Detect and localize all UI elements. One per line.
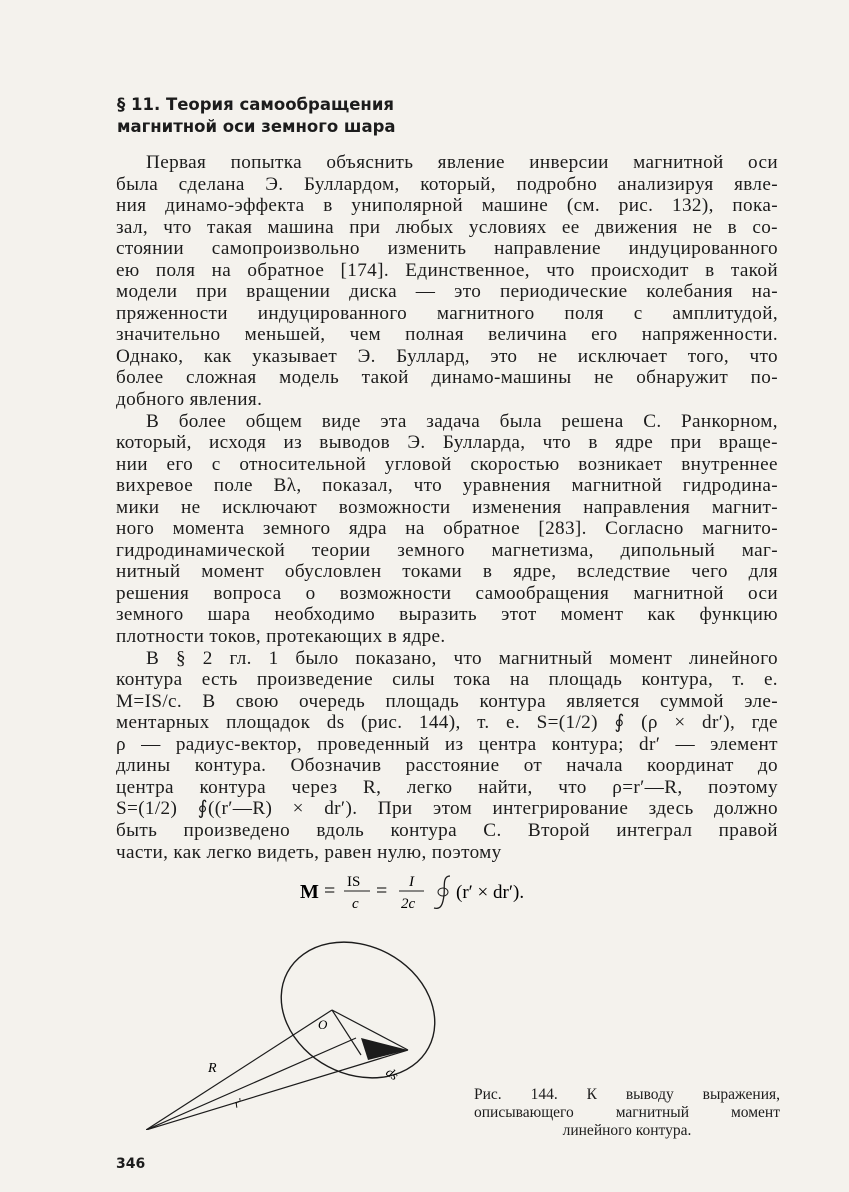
text-line: стоянии самопроизвольно изменить направление индуцированного — [116, 238, 778, 260]
caption-line-2: описывающего магнитный момент — [474, 1104, 780, 1121]
text-line: нии его с относительной угловой скоростью возникает внутреннее — [116, 453, 778, 475]
text-line: ного момента земного ядра на обратное [283]. Согласно магнито- — [116, 518, 778, 540]
formula-integrand: (r′ × dr′). — [456, 882, 525, 903]
text-line: В § 2 гл. 1 было показано, что магнитный момент линейного — [146, 647, 778, 669]
text-line: добного явления. — [116, 389, 263, 411]
text-line: Однако, как указывает Э. Буллард, это не исключает того, что — [116, 345, 778, 367]
vector-r-prime-1 — [146, 1038, 356, 1130]
formula-fraction-2-denominator: 2c — [401, 896, 416, 912]
text-line: пряженности индуцированного магнитного поля с амплитудой, — [116, 302, 778, 324]
text-line: S=(1/2) ∮((r′—R) × dr′). При этом интегрирование здесь должно — [116, 798, 778, 820]
label-R: R — [208, 1061, 217, 1076]
text-line: плотности токов, протекающих в ядре. — [116, 626, 446, 648]
formula-fraction-1-denominator: c — [352, 896, 359, 912]
rho-vector-2 — [332, 1010, 361, 1055]
text-line: который, исходя из выводов Э. Булларда, что в ядре при враще- — [116, 432, 778, 454]
page-number: 346 — [116, 1156, 146, 1172]
text-line: была сделана Э. Буллардом, который, подробно анализируя явле- — [116, 173, 778, 195]
body-text — [116, 152, 778, 863]
text-line: земного шара необходимо выразить этот момент как функцию — [116, 604, 778, 626]
text-line: части, как легко видеть, равен нулю, поэтому — [116, 841, 502, 863]
text-line: решения вопроса о возможности самообращения магнитной оси — [116, 582, 778, 604]
text-line: ния динамо-эффекта в униполярной машине (см. рис. 132), пока- — [116, 195, 778, 217]
text-line: зал, что такая машина при любых условиях ее движения не в со- — [116, 216, 778, 238]
text-line: модели при вращении диска — это периодические колебания на- — [116, 281, 778, 303]
contour-diagram — [146, 930, 446, 1130]
formula-equals-2: = — [376, 880, 388, 902]
formula-equals-1: = — [324, 880, 336, 902]
text-line: M=IS/c. В свою очередь площадь контура является суммой эле- — [116, 690, 778, 712]
text-line: гидродинамической теории земного магнетизма, дипольный маг- — [116, 539, 778, 561]
text-line: В более общем виде эта задача была решена С. Ранкорном, — [146, 410, 778, 432]
formula-fraction-1-numerator: IS — [347, 874, 361, 890]
text-line: мики не исключают возможности изменения направления магнит- — [116, 496, 778, 518]
label-origin-O: O — [318, 1017, 328, 1032]
formula-lhs: M — [300, 881, 319, 903]
text-line: ею поля на обратное [174]. Единственное, что происходит в такой — [116, 259, 778, 281]
text-line: ρ — радиус-вектор, проведенный из центра контура; dr′ — элемент — [116, 733, 778, 755]
formula-fraction-2-numerator: I — [409, 874, 414, 890]
text-line: длины контура. Обозначив расстояние от начала координат до — [116, 755, 778, 777]
section-heading-line-1: § 11. Теория самообращения — [117, 95, 394, 114]
caption-line-3: линейного контура. — [562, 1122, 692, 1139]
text-line: быть произведено вдоль контура C. Второй интеграл правой — [116, 819, 778, 841]
contour-integral-icon — [434, 876, 450, 908]
caption-line-1: Рис. 144. К выводу выражения, — [474, 1086, 780, 1103]
text-line: вихревое поле Bλ, показал, что уравнения магнитной гидродина- — [116, 475, 778, 497]
vector-r-prime-2 — [146, 1050, 408, 1130]
section-heading-line-2: магнитной оси земного шара — [117, 117, 396, 136]
text-line: центра контура через R, легко найти, что ρ=r′—R, поэтому — [116, 776, 778, 798]
text-line: более сложная модель такой динамо-машины не обнаружит по- — [116, 367, 778, 389]
radius-vector-R — [146, 1010, 332, 1130]
text-line: ментарных площадок ds (рис. 144), т. е. S=(1/2) ∮ (ρ × dr′), где — [116, 712, 778, 734]
section-heading — [117, 94, 437, 138]
text-line: Первая попытка объяснить явление инверсии магнитной оси — [146, 152, 778, 173]
text-line: контура есть произведение силы тока на площадь контура, т. е. — [116, 669, 778, 691]
text-line: значительно меньшей, чем полная величина его напряженности. — [116, 324, 778, 346]
figure-caption — [474, 1086, 780, 1140]
label-r-prime: r′ — [232, 1095, 244, 1111]
label-ds: ds — [383, 1064, 402, 1084]
current-contour-ellipse — [257, 930, 446, 1104]
magnetic-moment-formula — [300, 868, 620, 916]
text-line: нитный момент обусловлен токами в ядре, вследствие чего для — [116, 561, 778, 583]
